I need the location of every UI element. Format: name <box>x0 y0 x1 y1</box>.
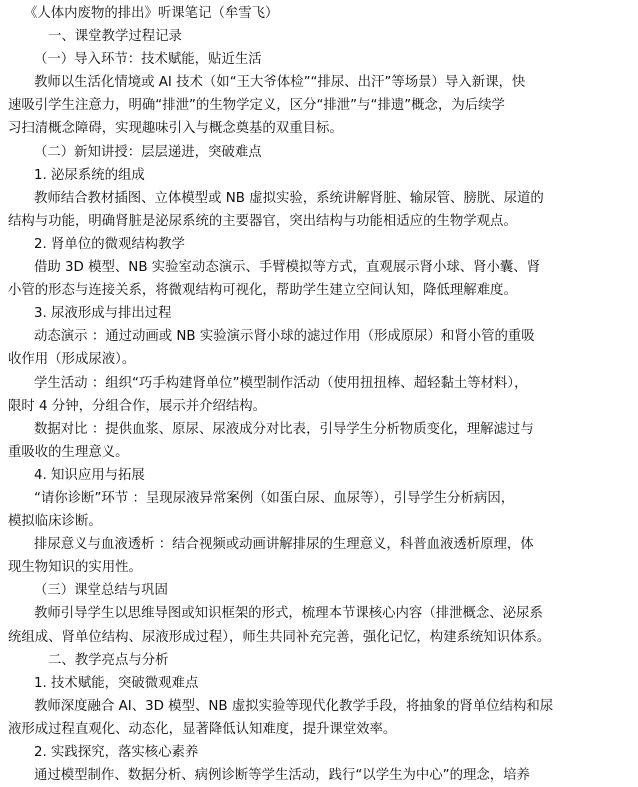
item-heading: 2. 肾单位的微观结构教学 <box>34 236 185 252</box>
text-line: 动态演示 ：通过动画或 NB 实验演示肾小球的滤过作用（形成原尿）和肾小管的重吸 <box>34 329 535 345</box>
document-body <box>8 25 630 787</box>
section-heading: 一、课堂教学过程记录 <box>48 29 182 45</box>
text-line: “请你诊断”环节 ：呈现尿液异常案例（如蛋白尿、血尿等），引导学生分析病因， <box>34 490 515 506</box>
item-heading: 2. 实践探究，落实核心素养 <box>34 745 199 760</box>
item-heading: 4. 知识应用与拓展 <box>34 467 145 483</box>
text-line: 现生物知识的实用性。 <box>8 560 142 576</box>
subsection-heading: （三）课堂总结与巩固 <box>34 583 168 599</box>
document-title: 《人体内废物的排出》听课笔记（牟雪飞） <box>24 6 279 21</box>
text-line: 借助 3D 模型、NB 实验室动态演示、手臂模拟等方式，直观展示肾小球、肾小囊、肾 <box>34 260 541 276</box>
text-line: 通过模型制作、数据分析、病例诊断等学生活动，践行“以学生为中心”的理念，培养 <box>34 768 530 784</box>
text-line: 教师引导学生以思维导图或知识框架的形式，梳理本节课核心内容（排泄概念、泌尿系 <box>34 606 543 622</box>
section-heading: 二、教学亮点与分析 <box>48 652 169 668</box>
text-line: 收作用（形成尿液）。 <box>8 352 136 368</box>
subsection-heading: （一）导入环节：技术赋能，贴近生活 <box>34 52 262 68</box>
text-line: 学生活动 ：组织“巧手构建肾单位”模型制作活动（使用扭扭棒、超轻黏土等材料）， <box>34 375 528 391</box>
item-heading: 3. 尿液形成与排出过程 <box>34 306 172 322</box>
text-line: 速吸引学生注意力，明确“排泄”的生物学定义，区分“排泄”与“排遗”概念，为后续学 <box>8 98 505 114</box>
text-line: 液形成过程直观化、动态化，显著降低认知难度，提升课堂效率。 <box>8 721 397 737</box>
text-line: 限时 4 分钟，分组合作，展示并介绍结构。 <box>8 398 267 414</box>
text-line: 教师结合教材插图、立体模型或 NB 虚拟实验，系统讲解肾脏、输尿管、膀胱、尿道的 <box>34 190 544 206</box>
subsection-heading: （二）新知讲授：层层递进，突破难点 <box>34 144 262 160</box>
item-heading: 1. 泌尿系统的组成 <box>34 167 145 183</box>
text-line: 模拟临床诊断。 <box>8 514 102 530</box>
item-heading: 1. 技术赋能，突破微观难点 <box>34 675 199 691</box>
text-line: 重吸收的生理意义。 <box>8 444 129 460</box>
text-line: 教师深度融合 AI、3D 模型、NB 虚拟实验等现代化教学手段，将抽象的肾单位结构和尿 <box>34 698 554 714</box>
text-line: 排尿意义与血液透析 ：结合视频或动画讲解排尿的生理意义，科普血液透析原理，体 <box>34 537 534 553</box>
text-line: 数据对比 ：提供血浆、原尿、尿液成分对比表，引导学生分析物质变化，理解滤过与 <box>34 421 534 437</box>
text-line: 习扫清概念障碍，实现趣味引入与概念奠基的双重目标。 <box>8 121 343 137</box>
text-line: 统组成、肾单位结构、尿液形成过程），师生共同补充完善，强化记忆，构建系统知识体系。 <box>8 629 551 645</box>
text-line: 结构与功能，明确肾脏是泌尿系统的主要器官，突出结构与功能相适应的生物学观点。 <box>8 213 517 229</box>
text-line: 教师以生活化情境或 AI 技术（如“王大爷体检”“排尿、出汗”等场景）导入新课，快 <box>34 75 526 91</box>
text-line: 小管的形态与连接关系，将微观结构可视化，帮助学生建立空间认知，降低理解难度。 <box>8 283 517 299</box>
